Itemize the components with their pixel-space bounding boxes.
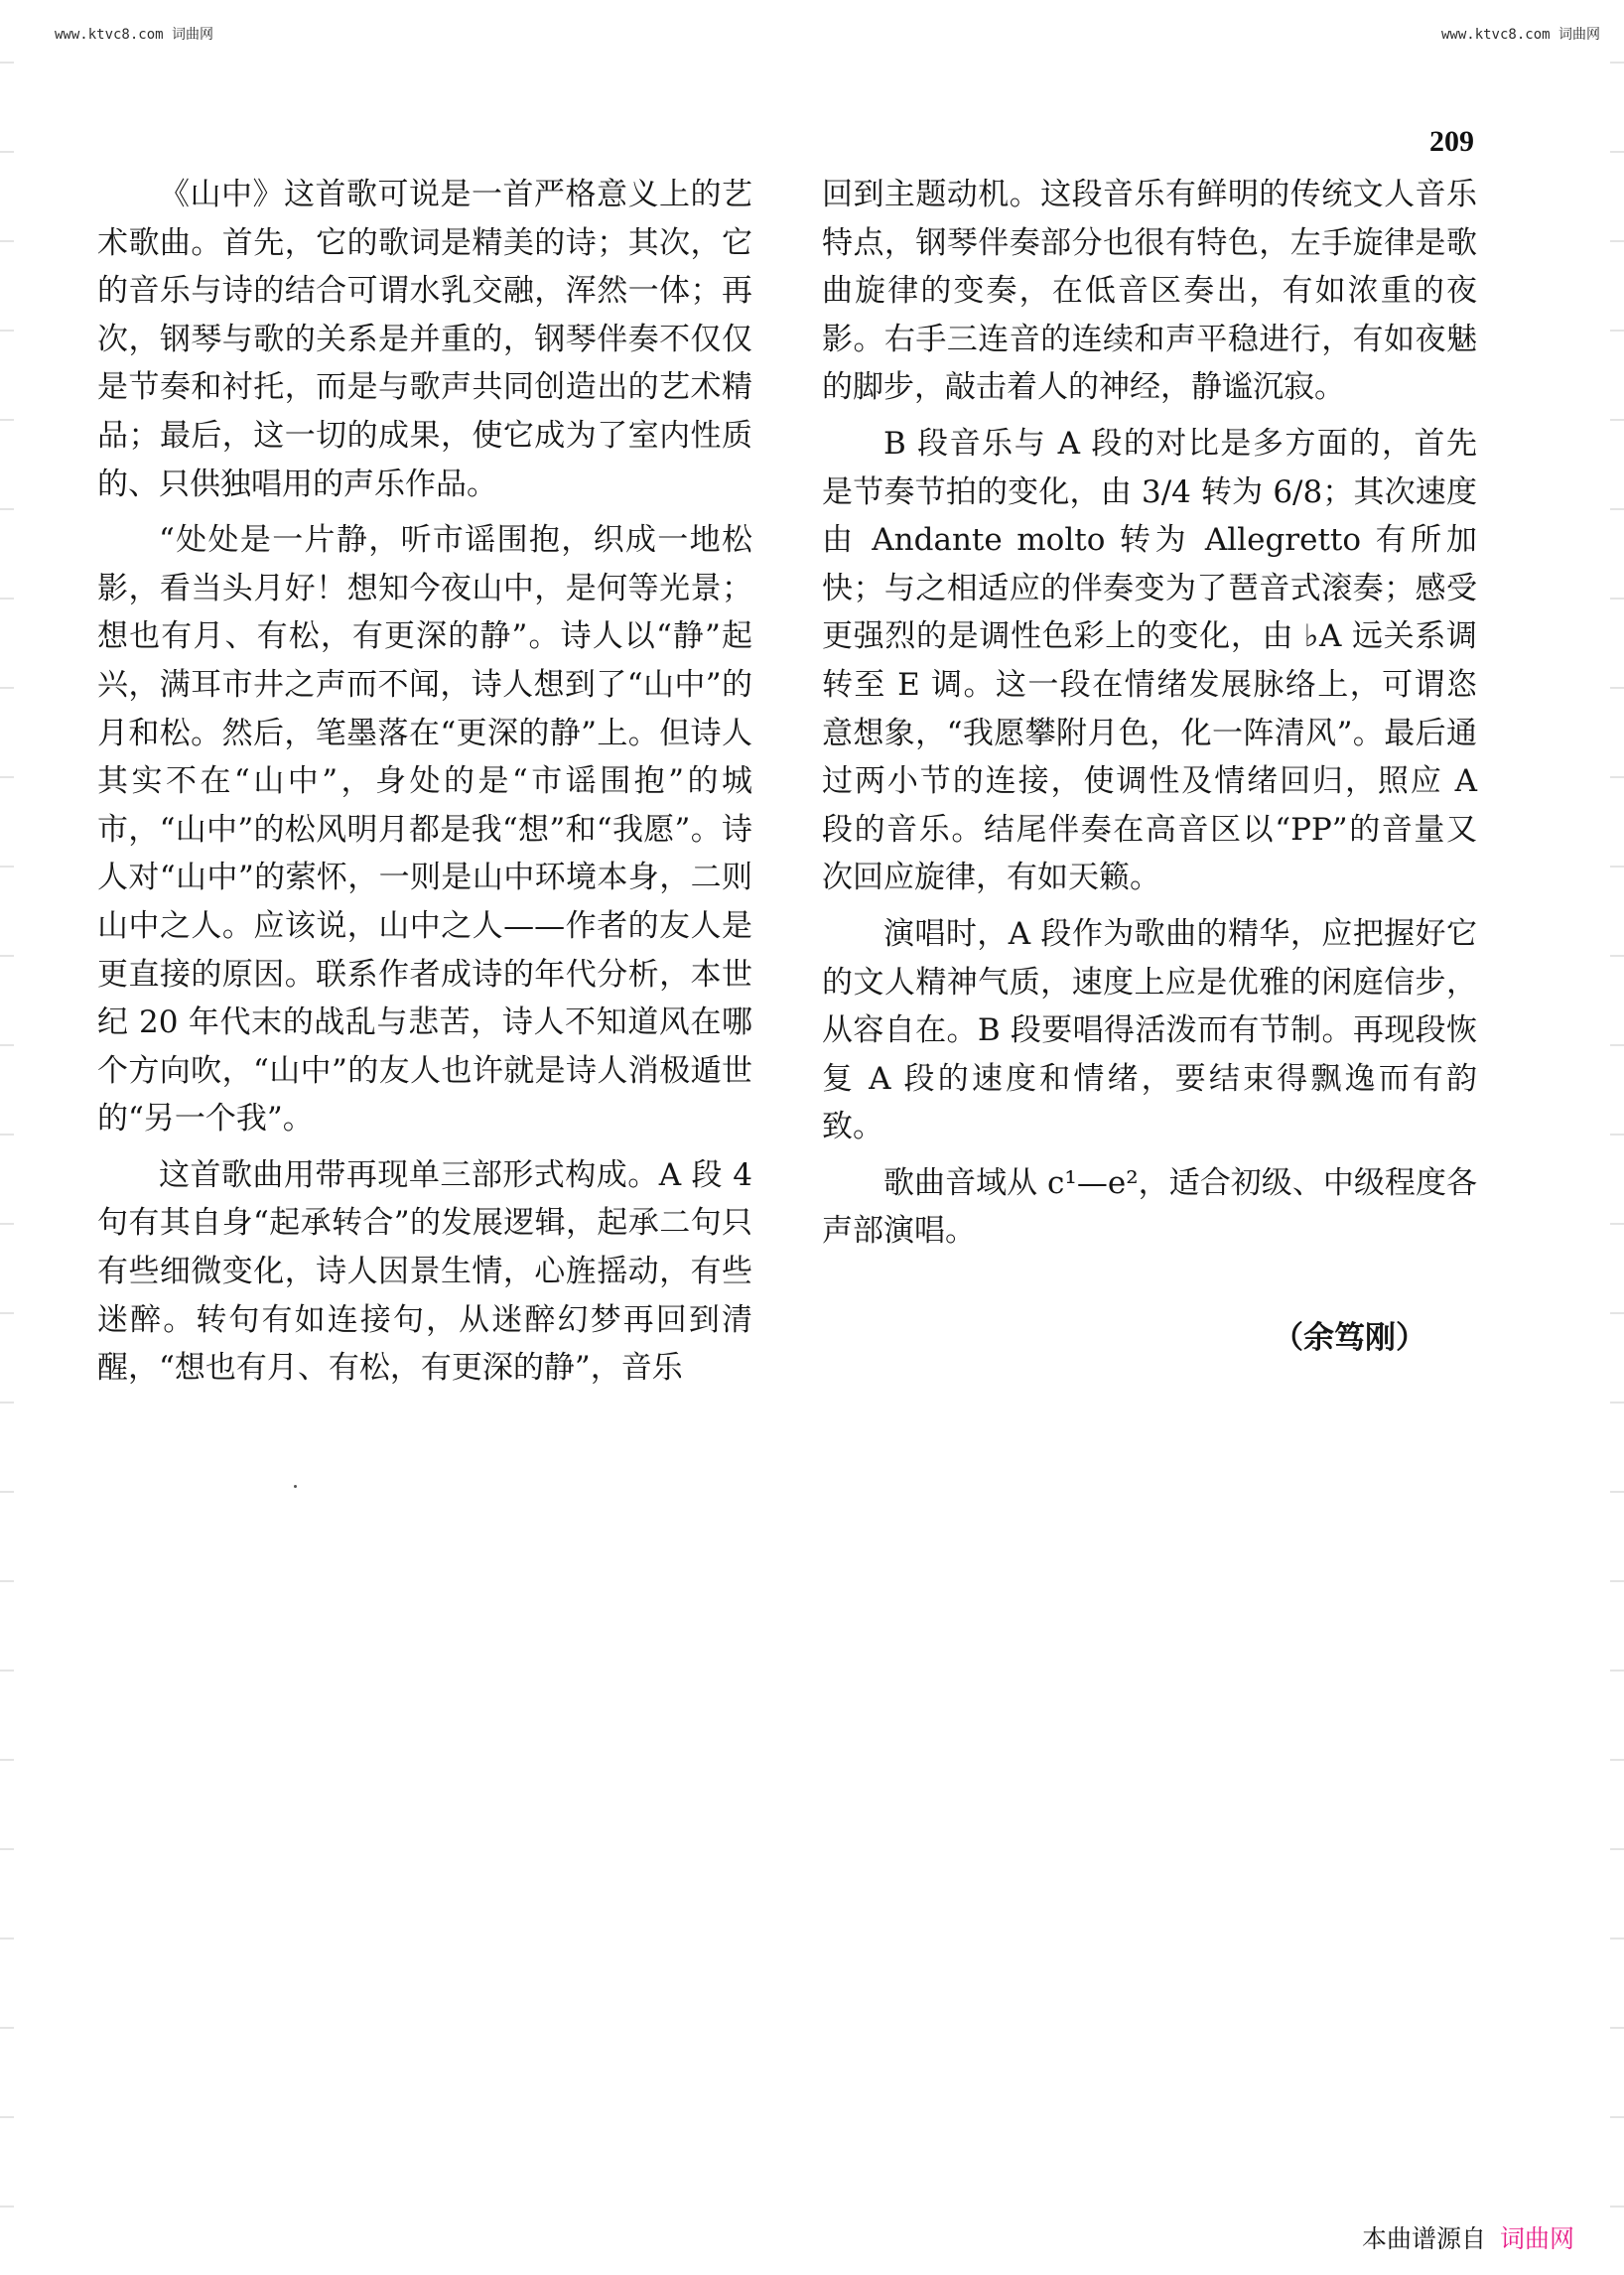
left-column (97, 171, 752, 1401)
paragraph: 歌曲音域从 c¹—e²，适合初级、中级程度各声部演唱。 (822, 1164, 1477, 1250)
header-source-left: www.ktvc8.com 词曲网 (55, 27, 214, 43)
header-source-right: www.ktvc8.com 词曲网 (1440, 27, 1600, 43)
right-column (822, 171, 1477, 1264)
right-edge-watermark (1610, 0, 1624, 2275)
paragraph: “处处是一片静，听市谣围抱，织成一地松影，看当头月好！想知今夜山中，是何等光景；想也有月、有松，有更深的静”。诗人以“静”起兴，满耳市井之声而不闻，诗人想到了“山中”的月和松。然后，笔墨落在“更深的静”上。但诗人其实不在“山中”，身处的是“市谣围抱”的城市，“山中”的松风明月都是我“想”和“我愿”。诗人对“山中”的萦怀，一则是山中环境本身，二则山中之人。应该说，山中之人——作者的友人是更直接的原因。联系作者成诗的年代分析，本世纪 20 年代末的战乱与悲苦，诗人不知道风在哪个方向吹，“山中”的友人也许就是诗人消极遁世的“另一个我”。 (97, 522, 752, 1138)
scan-speck (294, 1485, 297, 1488)
source-footer (1362, 2219, 1574, 2255)
paragraph: B 段音乐与 A 段的对比是多方面的，首先是节奏节拍的变化，由 3/4 转为 6/8；其次速度由 Andante molto 转为 Allegretto 有所加快；与之相适应的伴奏变为了琶音式滚奏；感受更强烈的是调性色彩上的变化，由 ♭A 远关系调转至 E 调。这一段在情绪发展脉络上，可谓恣意想象，“我愿攀附月色，化一阵清风”。最后通过两小节的连接，使调性及情绪回归，照应 A 段的音乐。结尾伴奏在高音区以“PP”的音量又次回应旋律，有如天籁。 (822, 425, 1477, 896)
footer-site-link[interactable]: 词曲网 (1500, 2224, 1575, 2253)
footer-prefix: 本曲谱源自 (1362, 2224, 1487, 2253)
paragraph: 演唱时，A 段作为歌曲的精华，应把握好它的文人精神气质，速度上应是优雅的闲庭信步，从容自在。B 段要唱得活泼而有节制。再现段恢复 A 段的速度和情绪，要结束得飘逸而有韵致。 (822, 915, 1477, 1145)
paragraph: 《山中》这首歌可说是一首严格意义上的艺术歌曲。首先，它的歌词是精美的诗；其次，它的音乐与诗的结合可谓水乳交融，浑然一体；再次，钢琴与歌的关系是并重的，钢琴伴奏不仅仅是节奏和衬托，而是与歌声共同创造出的艺术精品；最后，这一切的成果，使它成为了室内性质的、只供独唱用的声乐作品。 (97, 177, 752, 502)
paragraph: 这首歌曲用带再现单三部形式构成。A 段 4 句有其自身“起承转合”的发展逻辑，起承二句只有些细微变化，诗人因景生情，心旌摇动，有些迷醉。转句有如连接句，从迷醉幻梦再回到清醒，“想也有月、有松，有更深的静”，音乐 (97, 1156, 752, 1387)
left-edge-watermark (0, 0, 14, 2275)
page-number: 209 (1429, 125, 1474, 158)
paragraph: 回到主题动机。这段音乐有鲜明的传统文人音乐特点，钢琴伴奏部分也很有特色，左手旋律是歌曲旋律的变奏，在低音区奏出，有如浓重的夜影。右手三连音的连续和声平稳进行，有如夜魅的脚步，敲击着人的神经，静谧沉寂。 (822, 177, 1477, 406)
author-signature: （余笃刚） (1273, 1320, 1426, 1356)
